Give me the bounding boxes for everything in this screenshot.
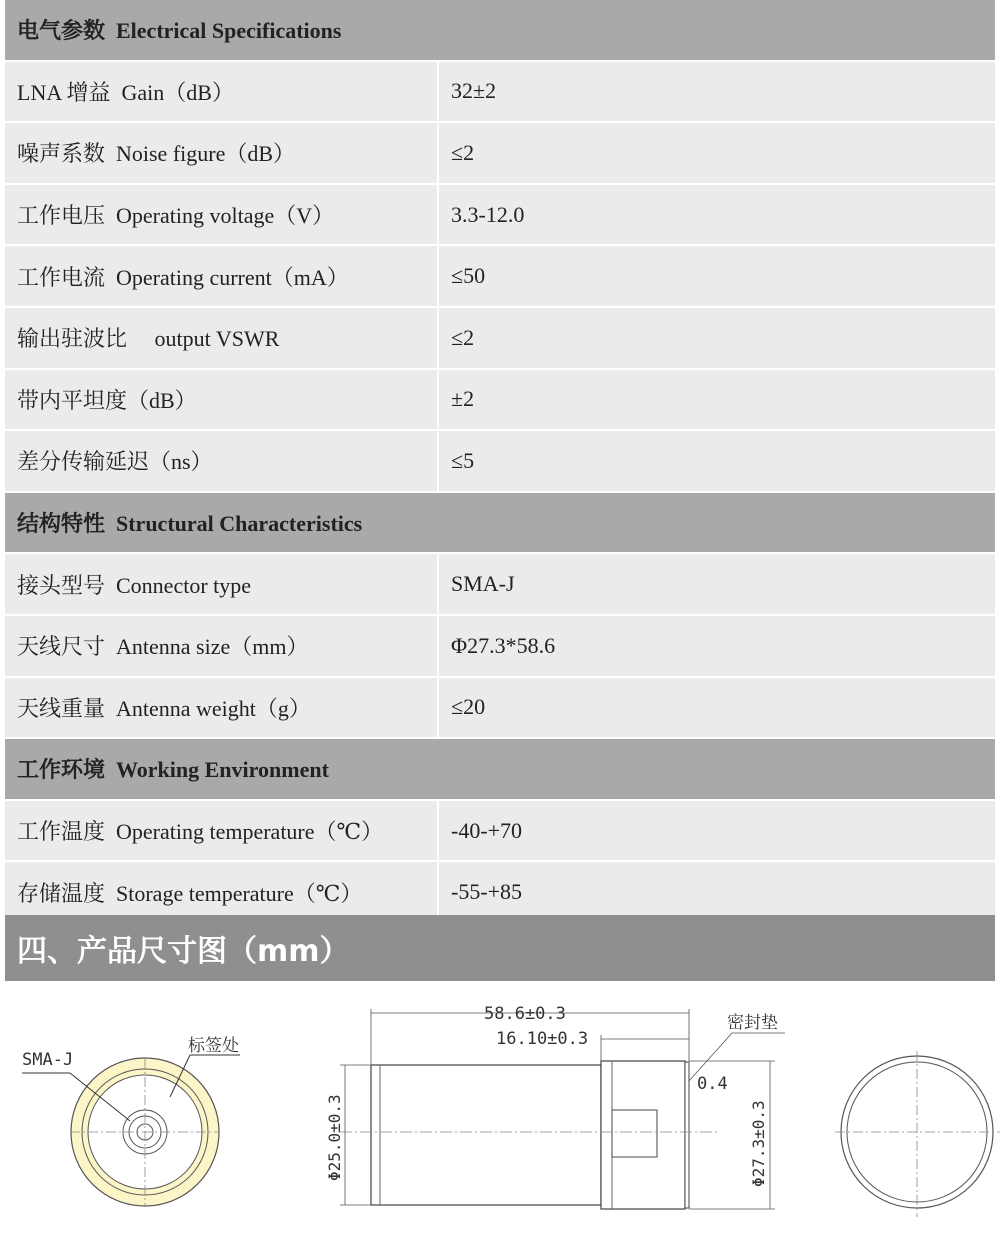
spec-label: 带内平坦度（dB） bbox=[5, 370, 439, 430]
section-header-structural bbox=[5, 493, 995, 555]
table-row bbox=[5, 185, 995, 247]
table-row bbox=[5, 308, 995, 370]
spec-value: ±2 bbox=[451, 386, 475, 412]
section-header-label: 结构特性 Structural Characteristics bbox=[17, 511, 363, 537]
spec-label: 差分传输延迟（ns） bbox=[5, 431, 439, 491]
table-row bbox=[5, 554, 995, 616]
cap-length-dimension: 16.10±0.3 bbox=[496, 1029, 589, 1049]
table-row bbox=[5, 616, 995, 678]
spec-value: -40-+70 bbox=[451, 817, 523, 843]
label-area-text: 标签处 bbox=[188, 1036, 239, 1056]
spec-label: 工作电流 Operating current（mA） bbox=[5, 246, 439, 306]
section-header-label: 电气参数 Electrical Specifications bbox=[17, 18, 342, 44]
spec-label: 噪声系数 Noise figure（dB） bbox=[5, 123, 439, 183]
dimension-drawing bbox=[0, 981, 1000, 1233]
spec-label: 天线尺寸 Antenna size（mm） bbox=[5, 616, 439, 676]
gasket-label: 密封垫 bbox=[727, 1013, 778, 1033]
spec-value: ≤2 bbox=[451, 139, 475, 165]
spec-value: -55-+85 bbox=[451, 879, 523, 905]
spec-table bbox=[5, 0, 995, 924]
spec-label: LNA 增益 Gain（dB） bbox=[5, 62, 439, 122]
spec-value: ≤5 bbox=[451, 447, 475, 473]
rear-end-view bbox=[835, 1051, 1000, 1217]
gasket-thickness-dimension: 0.4 bbox=[697, 1074, 728, 1094]
table-row bbox=[5, 370, 995, 432]
table-row bbox=[5, 62, 995, 124]
spec-value: SMA-J bbox=[451, 571, 515, 597]
spec-value: ≤50 bbox=[451, 263, 486, 289]
end-view-connector bbox=[22, 1055, 240, 1207]
dimensions-title: 四、产品尺寸图（mm） bbox=[5, 915, 995, 981]
table-row bbox=[5, 123, 995, 185]
section-header-label: 工作环境 Working Environment bbox=[17, 757, 329, 783]
table-row bbox=[5, 246, 995, 308]
spec-value: ≤2 bbox=[451, 324, 475, 350]
section-header-environment bbox=[5, 739, 995, 801]
table-row bbox=[5, 431, 995, 493]
spec-label: 工作电压 Operating voltage（V） bbox=[5, 185, 439, 245]
length-dimension: 58.6±0.3 bbox=[484, 1004, 566, 1024]
spec-label: 接头型号 Connector type bbox=[5, 554, 439, 614]
table-row bbox=[5, 801, 995, 863]
cap-diameter-dimension: Φ27.3±0.3 bbox=[749, 1100, 768, 1187]
table-row bbox=[5, 678, 995, 740]
spec-value: Φ27.3*58.6 bbox=[451, 632, 556, 658]
section-header-electrical bbox=[5, 0, 995, 62]
spec-label: 天线重量 Antenna weight（g） bbox=[5, 678, 439, 738]
spec-value: 3.3-12.0 bbox=[451, 201, 525, 227]
connector-label: SMA-J bbox=[22, 1050, 74, 1070]
spec-value: 32±2 bbox=[451, 78, 497, 104]
spec-label: 输出驻波比 output VSWR bbox=[5, 308, 439, 368]
body-diameter-dimension: Φ25.0±0.3 bbox=[325, 1094, 344, 1181]
spec-label: 工作温度 Operating temperature（℃） bbox=[5, 801, 439, 861]
spec-value: ≤20 bbox=[451, 694, 486, 720]
spec-label: 存储温度 Storage temperature（℃） bbox=[5, 862, 439, 922]
